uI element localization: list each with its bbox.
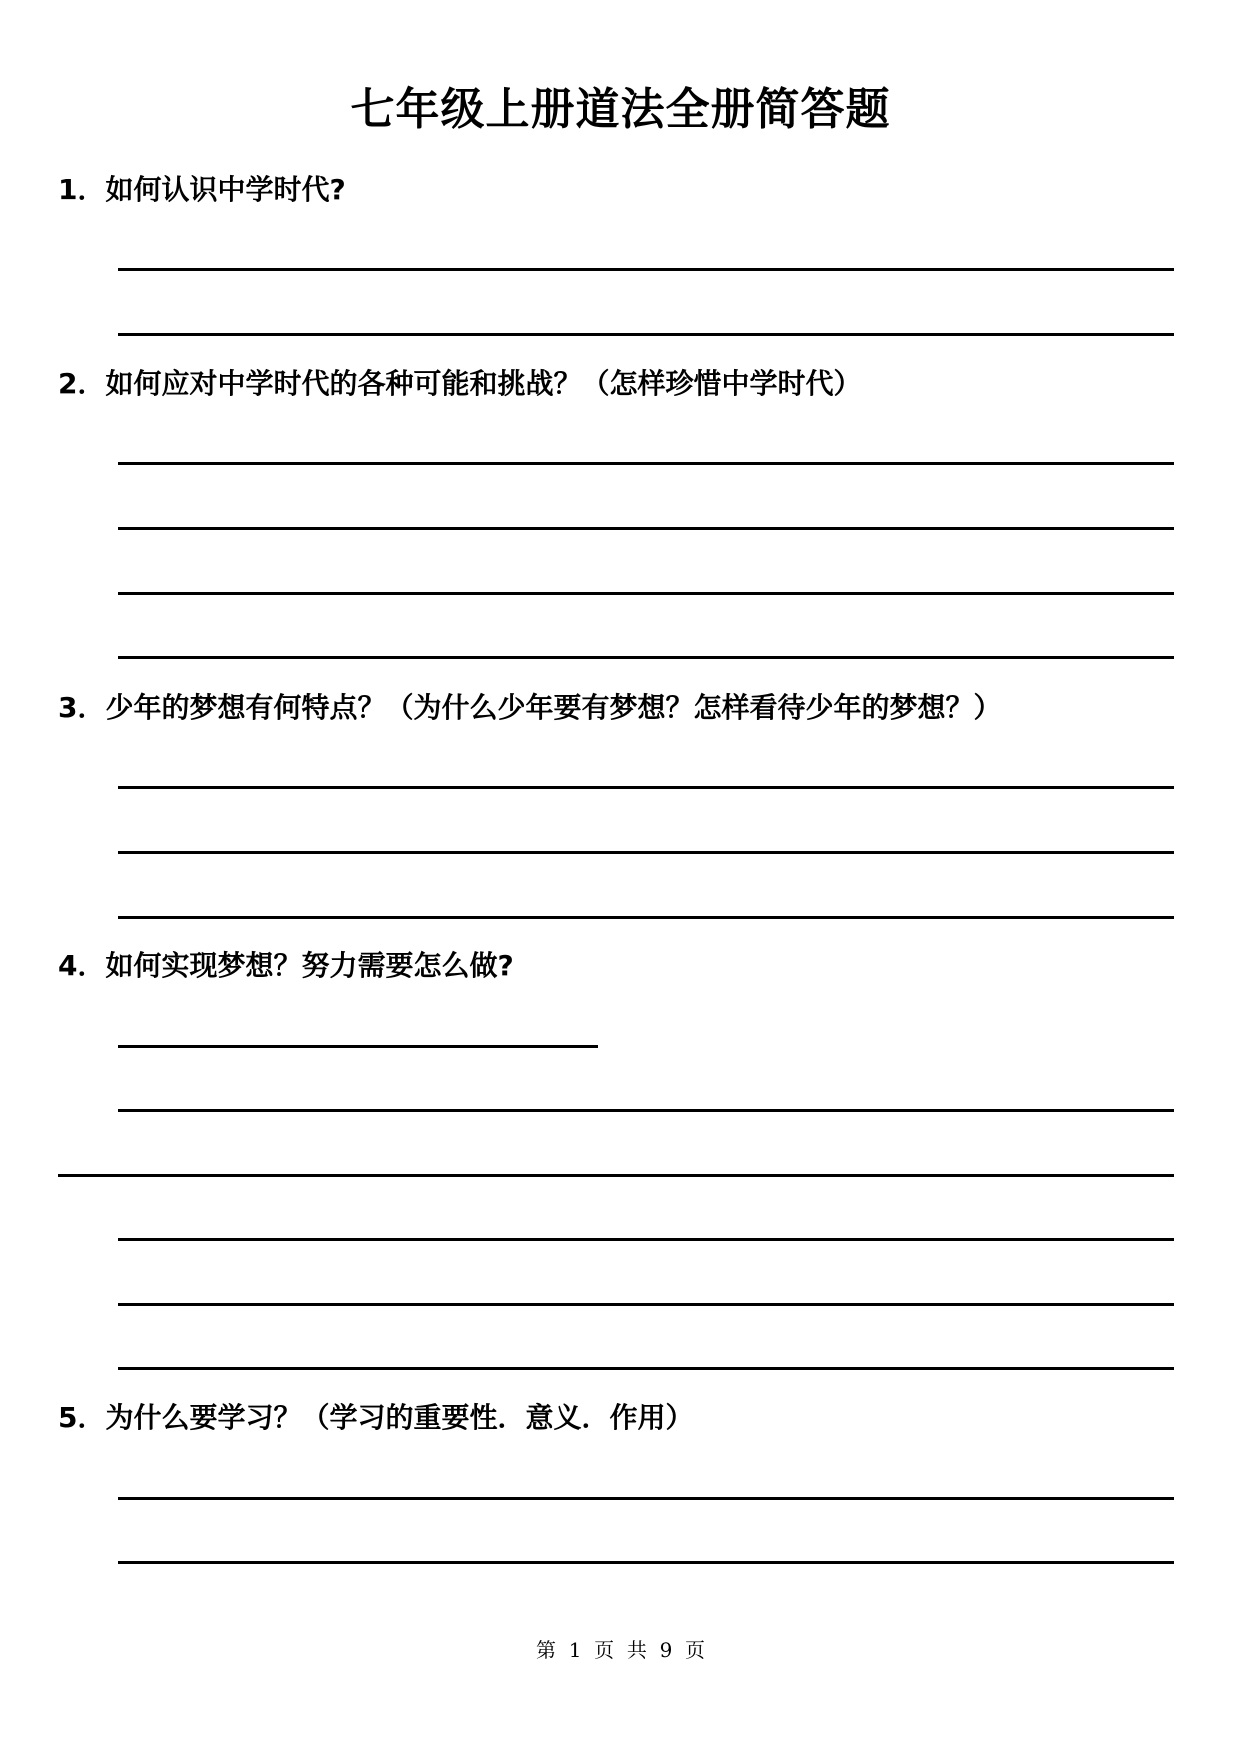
answer-line[interactable] (118, 656, 1174, 659)
footer-page-unit: 页 (594, 1638, 615, 1662)
footer-total-unit: 页 (685, 1638, 706, 1662)
question-text: 如何实现梦想？努力需要怎么做? (105, 949, 514, 982)
question-4 (58, 948, 514, 984)
question-3 (58, 690, 1002, 726)
question-text: 如何认识中学时代? (105, 173, 346, 206)
answer-line[interactable] (118, 462, 1174, 465)
question-text: 如何应对中学时代的各种可能和挑战？（怎样珍惜中学时代） (105, 367, 862, 400)
answer-line[interactable] (118, 916, 1174, 919)
answer-line[interactable] (118, 1109, 1174, 1112)
answer-line-short[interactable] (118, 1045, 598, 1048)
footer-total-number: 9 (659, 1638, 673, 1662)
answer-line[interactable] (118, 527, 1174, 530)
answer-line[interactable] (118, 333, 1174, 336)
footer-page-number: 1 (568, 1638, 582, 1662)
question-number: 2． (58, 367, 106, 400)
question-number: 5． (58, 1401, 106, 1434)
answer-line[interactable] (118, 851, 1174, 854)
footer-page-word: 第 (535, 1638, 556, 1662)
question-2 (58, 366, 862, 402)
question-text: 为什么要学习？（学习的重要性．意义．作用） (105, 1401, 694, 1434)
answer-line[interactable] (118, 786, 1174, 789)
answer-line[interactable] (118, 1303, 1174, 1306)
answer-line[interactable] (118, 1367, 1174, 1370)
answer-line[interactable] (118, 1497, 1174, 1500)
question-number: 3． (58, 691, 106, 724)
answer-line-full[interactable] (58, 1174, 1174, 1177)
answer-line[interactable] (118, 1561, 1174, 1564)
question-1 (58, 172, 346, 208)
page-title: 七年级上册道法全册简答题 (350, 84, 891, 135)
answer-line[interactable] (118, 1238, 1174, 1241)
question-number: 4． (58, 949, 106, 982)
answer-line[interactable] (118, 592, 1174, 595)
question-text: 少年的梦想有何特点？（为什么少年要有梦想？怎样看待少年的梦想？） (105, 691, 1002, 724)
answer-line[interactable] (118, 268, 1174, 271)
page-footer (0, 1637, 1241, 1663)
footer-total-word: 共 (626, 1638, 647, 1662)
question-5 (58, 1400, 694, 1436)
question-number: 1． (58, 173, 106, 206)
